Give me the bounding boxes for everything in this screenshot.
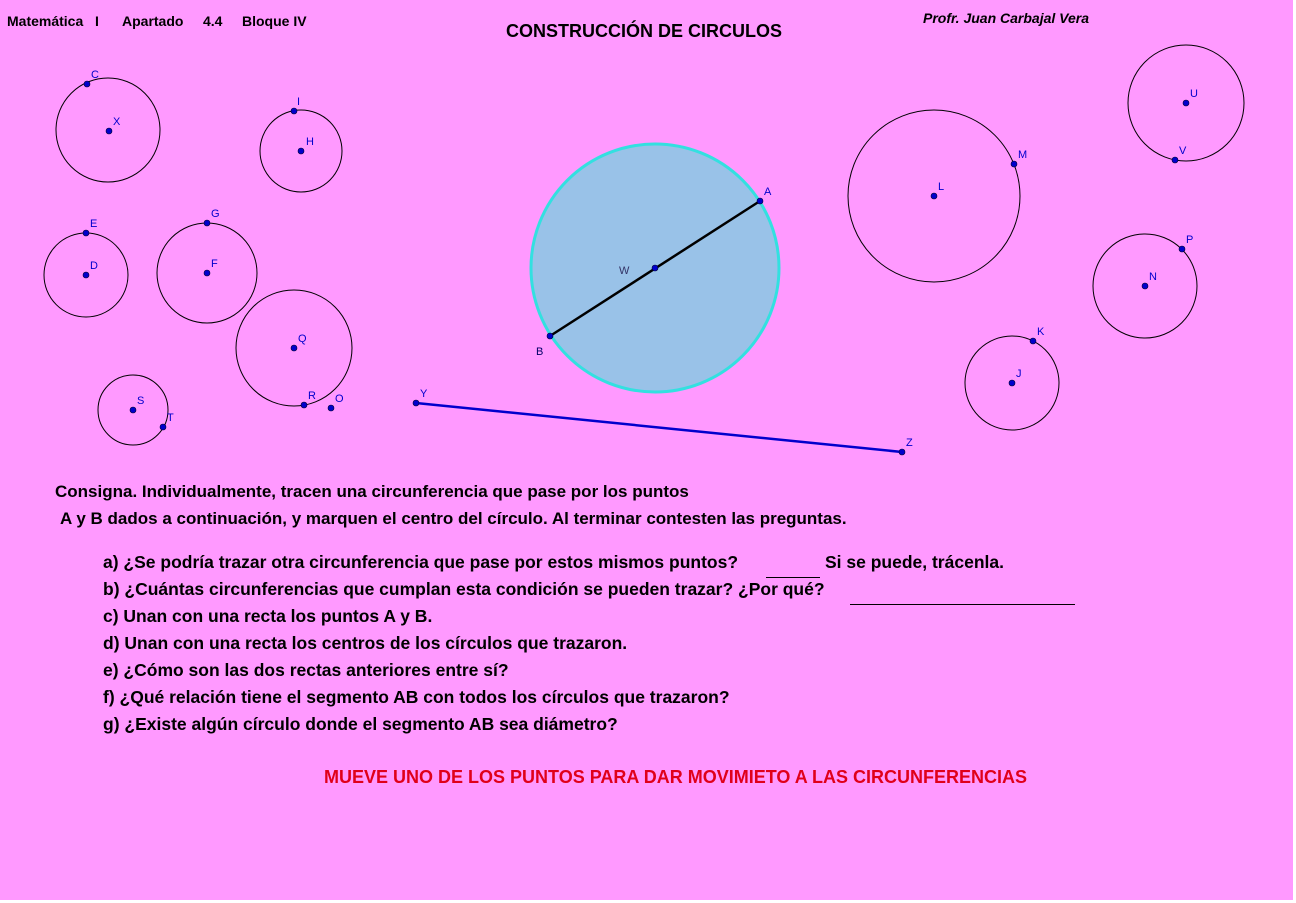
- subject-label: Matemática: [7, 13, 84, 29]
- label-z: Z: [906, 437, 913, 449]
- point-r[interactable]: [301, 402, 307, 408]
- label-x: X: [113, 116, 121, 128]
- point-p[interactable]: [1179, 246, 1185, 252]
- page-title: CONSTRUCCIÓN DE CIRCULOS: [506, 21, 783, 41]
- point-b[interactable]: [547, 333, 553, 339]
- question-a: a) ¿Se podría trazar otra circunferencia que pase por estos mismos puntos?: [103, 552, 739, 572]
- point-a[interactable]: [757, 198, 763, 204]
- label-c: C: [91, 69, 99, 81]
- label-q: Q: [298, 333, 307, 345]
- segment-yz[interactable]: [416, 403, 902, 452]
- label-h: H: [306, 136, 314, 148]
- point-k[interactable]: [1030, 338, 1036, 344]
- unit-roman-label: I: [95, 13, 99, 29]
- instructions-line-1: Consigna. Individualmente, tracen una circunferencia que pase por los puntos: [55, 482, 689, 501]
- question-d: d) Unan con una recta los centros de los círculos que trazaron.: [103, 633, 628, 653]
- label-b: B: [536, 346, 544, 358]
- point-e[interactable]: [83, 230, 89, 236]
- answer-blank-a[interactable]: [766, 577, 820, 578]
- label-o: O: [335, 393, 344, 405]
- question-f: f) ¿Qué relación tiene el segmento AB con todos los círculos que trazaron?: [103, 687, 730, 707]
- question-g: g) ¿Existe algún círculo donde el segmento AB sea diámetro?: [103, 714, 618, 734]
- question-e: e) ¿Cómo son las dos rectas anteriores entre sí?: [103, 660, 509, 680]
- point-x[interactable]: [106, 128, 112, 134]
- label-w: W: [619, 265, 630, 277]
- label-e: E: [90, 218, 98, 230]
- label-u: U: [1190, 88, 1198, 100]
- point-y[interactable]: [413, 400, 419, 406]
- label-i: I: [297, 96, 301, 108]
- point-i[interactable]: [291, 108, 297, 114]
- label-l: L: [938, 181, 945, 193]
- point-h[interactable]: [298, 148, 304, 154]
- label-j: J: [1016, 368, 1022, 380]
- question-c: c) Unan con una recta los puntos A y B.: [103, 606, 433, 626]
- point-u[interactable]: [1183, 100, 1189, 106]
- point-w[interactable]: [652, 265, 658, 271]
- label-y: Y: [420, 388, 428, 400]
- label-r: R: [308, 390, 316, 402]
- point-o[interactable]: [328, 405, 334, 411]
- section-label: Apartado: [122, 13, 184, 29]
- answer-blank-b[interactable]: [850, 604, 1075, 605]
- label-d: D: [90, 260, 98, 272]
- point-j[interactable]: [1009, 380, 1015, 386]
- point-f[interactable]: [204, 270, 210, 276]
- move-points-notice: MUEVE UNO DE LOS PUNTOS PARA DAR MOVIMIETO A LAS CIRCUNFERENCIAS: [324, 767, 1028, 787]
- point-s[interactable]: [130, 407, 136, 413]
- point-g[interactable]: [204, 220, 210, 226]
- point-n[interactable]: [1142, 283, 1148, 289]
- label-a: A: [764, 186, 772, 198]
- label-k: K: [1037, 326, 1045, 338]
- label-n: N: [1149, 271, 1157, 283]
- label-s: S: [137, 395, 145, 407]
- point-t[interactable]: [160, 424, 166, 430]
- label-f: F: [211, 258, 218, 270]
- block-label: Bloque IV: [242, 13, 307, 29]
- label-v: V: [1179, 145, 1187, 157]
- label-t: T: [167, 412, 174, 424]
- point-m[interactable]: [1011, 161, 1017, 167]
- point-c[interactable]: [84, 81, 90, 87]
- question-b: b) ¿Cuántas circunferencias que cumplan esta condición se pueden trazar? ¿Por qué?: [103, 579, 825, 599]
- label-p: P: [1186, 234, 1194, 246]
- author-label: Profr. Juan Carbajal Vera: [923, 10, 1089, 26]
- instructions-line-2: A y B dados a continuación, y marquen el centro del círculo. Al terminar contesten las preguntas.: [60, 509, 847, 528]
- point-z[interactable]: [899, 449, 905, 455]
- point-d[interactable]: [83, 272, 89, 278]
- point-l[interactable]: [931, 193, 937, 199]
- section-number: 4.4: [203, 13, 223, 29]
- label-g: G: [211, 208, 220, 220]
- point-q[interactable]: [291, 345, 297, 351]
- question-a-suffix: Si se puede, trácenla.: [825, 552, 1004, 572]
- point-v[interactable]: [1172, 157, 1178, 163]
- label-m: M: [1018, 149, 1028, 161]
